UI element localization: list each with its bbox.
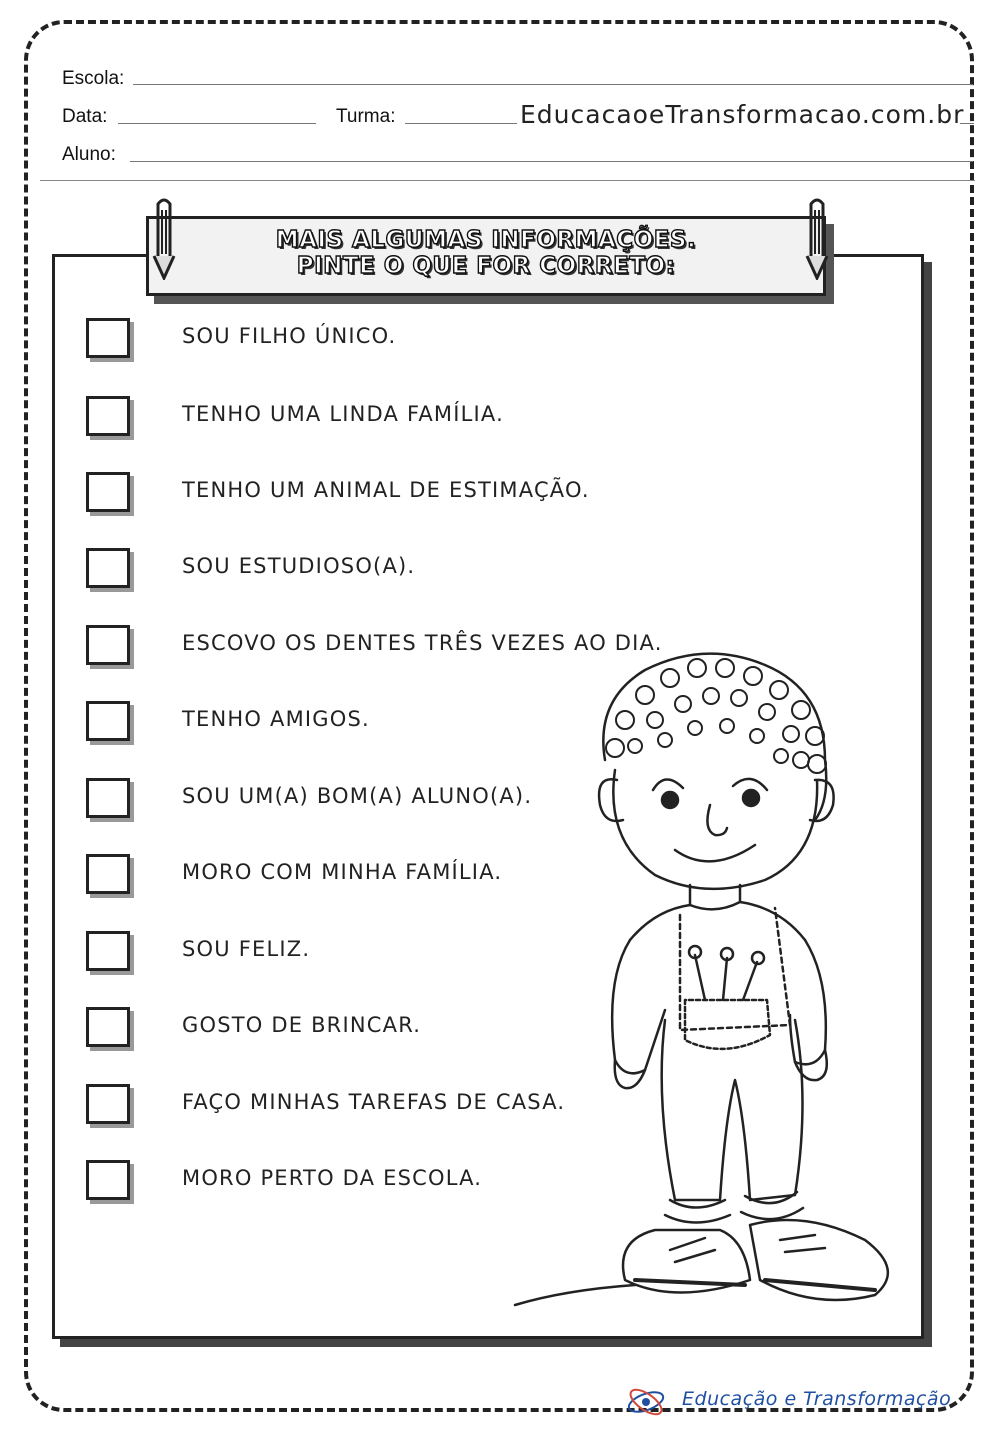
brand-name: Educação e Transformação xyxy=(682,1388,952,1410)
checkbox[interactable] xyxy=(86,548,130,588)
checkbox[interactable] xyxy=(86,778,130,818)
item-label: TENHO UM ANIMAL DE ESTIMAÇÃO. xyxy=(182,478,590,502)
item-label: ESCOVO OS DENTES TRÊS VEZES AO DIA. xyxy=(182,631,663,655)
date-field[interactable] xyxy=(118,123,316,124)
item-label: MORO COM MINHA FAMÍLIA. xyxy=(182,860,503,884)
banner-title: MAIS ALGUMAS INFORMAÇÕES. xyxy=(275,227,697,253)
item-label: TENHO AMIGOS. xyxy=(182,707,370,731)
checkbox[interactable] xyxy=(86,1007,130,1047)
instruction-banner xyxy=(146,216,826,296)
item-label: GOSTO DE BRINCAR. xyxy=(182,1013,422,1037)
checkbox[interactable] xyxy=(86,931,130,971)
checkbox[interactable] xyxy=(86,396,130,436)
header-separator xyxy=(40,180,975,181)
boy-illustration xyxy=(505,640,905,1330)
checkbox[interactable] xyxy=(86,625,130,665)
paper-clip-icon xyxy=(150,196,178,280)
checkbox[interactable] xyxy=(86,318,130,358)
student-field[interactable] xyxy=(130,161,973,162)
checkbox[interactable] xyxy=(86,854,130,894)
item-label: MORO PERTO DA ESCOLA. xyxy=(182,1166,483,1190)
list-item[interactable] xyxy=(86,396,706,444)
item-label: TENHO UMA LINDA FAMÍLIA. xyxy=(182,402,504,426)
school-field[interactable] xyxy=(133,84,973,85)
brand-logo-icon xyxy=(626,1384,666,1420)
item-label: SOU UM(A) BOM(A) ALUNO(A). xyxy=(182,784,533,808)
item-label: FAÇO MINHAS TAREFAS DE CASA. xyxy=(182,1090,566,1114)
checkbox[interactable] xyxy=(86,1084,130,1124)
student-label: Aluno: xyxy=(62,144,116,165)
date-label: Data: xyxy=(62,106,108,127)
banner-instruction: PINTE O QUE FOR CORRETO: xyxy=(296,253,676,279)
school-label: Escola: xyxy=(62,68,125,89)
checkbox[interactable] xyxy=(86,701,130,741)
item-label: SOU FILHO ÚNICO. xyxy=(182,324,397,348)
list-item[interactable] xyxy=(86,548,706,596)
site-name: EducacaoeTransformacao.com.br xyxy=(520,100,965,129)
list-item[interactable] xyxy=(86,472,706,520)
checkbox[interactable] xyxy=(86,1160,130,1200)
list-item[interactable] xyxy=(86,318,706,366)
item-label: SOU FELIZ. xyxy=(182,937,311,961)
class-label: Turma: xyxy=(336,106,396,127)
paper-clip-icon xyxy=(803,196,831,280)
class-field[interactable] xyxy=(405,123,517,124)
item-label: SOU ESTUDIOSO(A). xyxy=(182,554,416,578)
checkbox[interactable] xyxy=(86,472,130,512)
class-field-end xyxy=(960,123,974,124)
